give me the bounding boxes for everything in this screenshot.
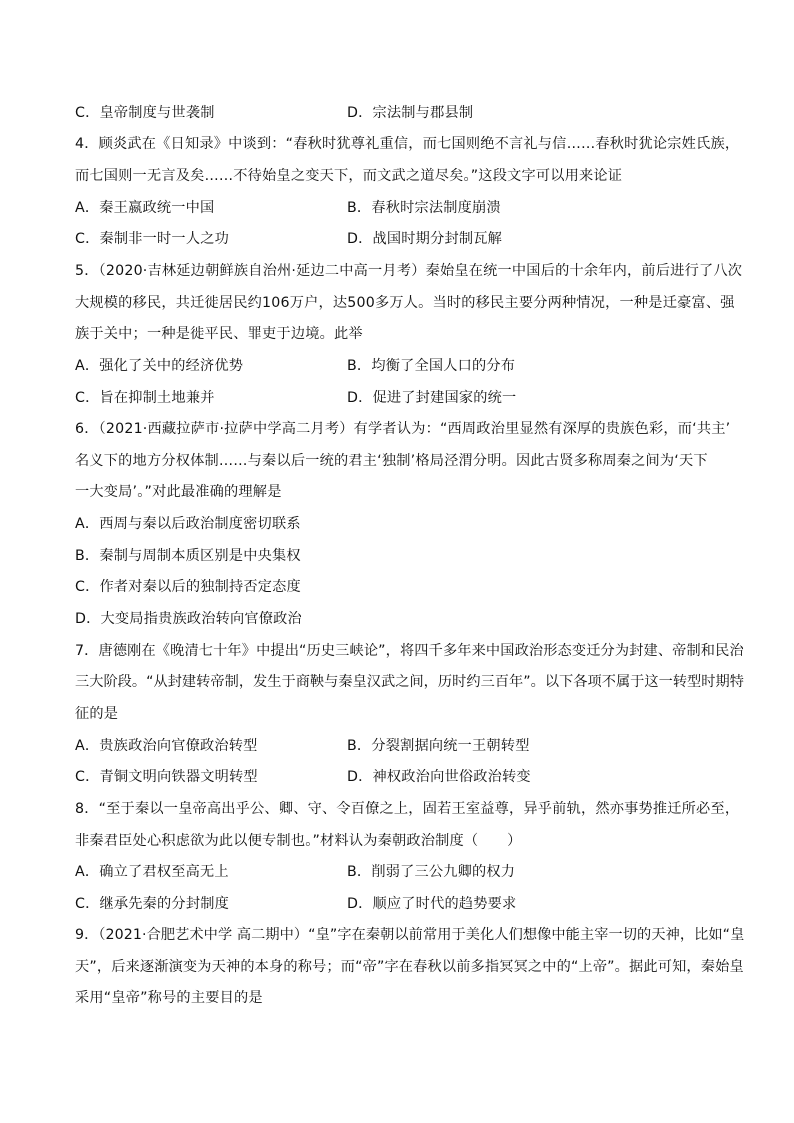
q5-option-c: C．旨在抑制土地兼并 xyxy=(75,390,215,406)
q4-option-c: C．秦制非一时一人之功 xyxy=(75,231,229,247)
q6-option-b: B．秦制与周制本质区别是中央集权 xyxy=(75,548,301,564)
q4-option-b: B．春秋时宗法制度崩溃 xyxy=(347,200,501,216)
q6-option-a: A．西周与秦以后政治制度密切联系 xyxy=(75,516,301,532)
q6-option-c: C．作者对秦以后的独制持否定态度 xyxy=(75,579,301,595)
q8-option-a: A．确立了君权至高无上 xyxy=(75,864,229,880)
q5-option-a: A．强化了关中的经济优势 xyxy=(75,358,244,374)
q7-stem-line-3: 征的是 xyxy=(75,706,119,722)
q8-option-c: C．继承先秦的分封制度 xyxy=(75,896,229,912)
q6-stem-line-2: 名义下的地方分权体制……与秦以后一统的君主‘独制’格局泾渭分明。因此古贤多称周秦之间为‘天下 xyxy=(75,453,708,469)
q5-option-b: B．均衡了全国人口的分布 xyxy=(347,358,516,374)
q6-option-d: D．大变局指贵族政治转向官僚政治 xyxy=(75,611,302,627)
q4-option-a: A．秦王嬴政统一中国 xyxy=(75,200,215,216)
q6-stem-line-3: 一大变局’。”对此最准确的理解是 xyxy=(75,484,282,500)
q7-option-c: C．青铜文明向铁器文明转型 xyxy=(75,769,258,785)
q5-stem-line-3: 族于关中；一种是徙平民、罪吏于边境。此举 xyxy=(75,326,363,342)
q9-stem-line-2: 天”，后来逐渐演变为天神的本身的称号；而“帝”字在春秋以前多指冥冥之中的“上帝”。据此可知，秦始皇 xyxy=(75,959,744,975)
q8-option-d: D．顺应了时代的趋势要求 xyxy=(347,896,517,912)
q9-stem-line-3: 采用“皇帝”称号的主要目的是 xyxy=(75,990,263,1006)
q7-stem-line-1: 7．唐德刚在《晚清七十年》中提出“历史三峡论”，将四千多年来中国政治形态变迁分为封建、帝制和民治 xyxy=(75,643,744,659)
q5-option-d: D．促进了封建国家的统一 xyxy=(347,390,517,406)
q5-stem-line-2: 大规模的移民，共迁徙居民约106万户，达500多万人。当时的移民主要分两种情况，一种是迁豪富、强 xyxy=(75,295,735,311)
q7-option-b: B．分裂割据向统一王朝转型 xyxy=(347,738,530,754)
q3-option-d: D．宗法制与郡县制 xyxy=(347,105,474,121)
q8-stem-line-2: 非秦君臣处心积虑欲为此以便专制也。”材料认为秦朝政治制度（ ） xyxy=(75,833,522,849)
q7-option-d: D．神权政治向世俗政治转变 xyxy=(347,769,531,785)
q4-stem-line-1: 4．顾炎武在《日知录》中谈到：“春秋时犹尊礼重信，而七国则绝不言礼与信……春秋时犹论宗姓氏族， xyxy=(75,136,740,152)
q7-option-a: A．贵族政治向官僚政治转型 xyxy=(75,738,258,754)
q9-stem-line-1: 9．（2021·合肥艺术中学 高二期中）“皇”字在秦朝以前常用于美化人们想像中能主宰一切的天神，比如“皇 xyxy=(75,927,745,943)
q7-stem-line-2: 三大阶段。“从封建转帝制，发生于商鞅与秦皇汉武之间，历时约三百年”。以下各项不属于这一转型时期特 xyxy=(75,674,744,690)
q6-stem-line-1: 6．（2021·西藏拉萨市·拉萨中学高二月考）有学者认为：“西周政治里显然有深厚的贵族色彩，而‘共主’ xyxy=(75,421,731,437)
q4-stem-line-2: 而七国则一无言及矣……不待始皇之变天下，而文武之道尽矣。”这段文字可以用来论证 xyxy=(75,168,623,184)
q5-stem-line-1: 5．（2020·吉林延边朝鲜族自治州·延边二中高一月考）秦始皇在统一中国后的十余年内，前后进行了八次 xyxy=(75,263,743,279)
q8-stem-line-1: 8．“至于秦以一皇帝高出乎公、卿、守、令百僚之上，固若王室益尊，异乎前轨，然亦事势推迁所必至， xyxy=(75,801,740,817)
q4-option-d: D．战国时期分封制瓦解 xyxy=(347,231,503,247)
q8-option-b: B．削弱了三公九卿的权力 xyxy=(347,864,516,880)
q3-option-c: C．皇帝制度与世袭制 xyxy=(75,105,215,121)
